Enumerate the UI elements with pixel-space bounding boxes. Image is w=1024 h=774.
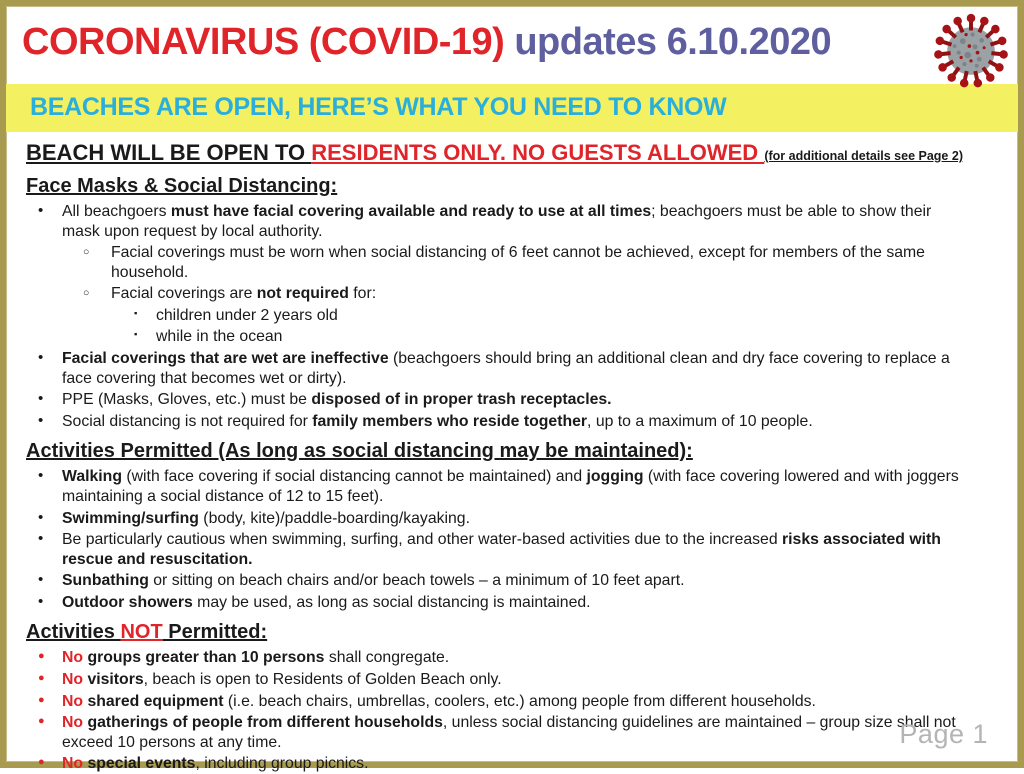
list-item-text [62, 350, 950, 387]
list-item-text [62, 391, 612, 408]
text-segment: , beach is open to Residents of Golden Beach only. [143, 670, 502, 688]
list-item [26, 593, 996, 613]
text-segment: , including group picnics. [195, 755, 369, 773]
list-item-text [156, 328, 282, 345]
red-bullet-icon: ● [38, 715, 45, 728]
red-bullet-icon: ● [38, 693, 45, 706]
text-segment: (body, kite)/paddle-boarding/kayaking. [198, 509, 470, 527]
text-segment: NOT [120, 621, 163, 644]
list-item [26, 306, 996, 326]
text-segment: (with face covering lowered and with joggers maintaining a social distance of 12 to 15 feet). [62, 468, 959, 505]
disc-bullet-icon: • [38, 571, 44, 589]
list-item-text [62, 671, 502, 688]
text-segment: or sitting on beach chairs and/or beach towels – a minimum of 10 feet apart. [148, 572, 685, 590]
list-item-text [62, 649, 449, 666]
text-segment: Swimming/surfing [62, 509, 199, 527]
text-segment: may be used, as long as social distancing is maintained. [192, 593, 591, 611]
text-segment: RESIDENTS ONLY. NO GUESTS ALLOWED [311, 140, 765, 165]
disc-bullet-icon: • [38, 467, 44, 485]
section-activities-permitted [26, 440, 996, 612]
red-bullet-icon: ● [38, 671, 45, 684]
text-segment: Permitted: [162, 621, 268, 644]
red-bullet-icon: ● [38, 756, 45, 769]
list-item-text [62, 693, 816, 710]
circle-bullet-icon: ○ [83, 246, 90, 259]
list-item [26, 390, 996, 410]
banner-beaches-open: BEACHES ARE OPEN, HERE’S WHAT YOU NEED TO KNOW [6, 84, 1018, 132]
page-title [22, 22, 1002, 64]
text-segment: , up to a maximum of 10 people. [587, 412, 813, 430]
text-segment: All beachgoers [62, 203, 171, 220]
list-item [26, 327, 996, 347]
text-segment: Face Masks & Social Distancing: [26, 175, 338, 197]
square-bullet-icon: ▪ [134, 329, 138, 341]
list-item [26, 284, 996, 304]
list-item [26, 571, 996, 591]
text-segment: not required [256, 285, 349, 303]
list-item-text [62, 531, 941, 568]
text-segment: No [62, 692, 84, 710]
text-segment: (i.e. beach chairs, umbrellas, coolers, etc.) among people from different households. [223, 692, 816, 710]
disc-bullet-icon: • [38, 592, 44, 610]
list-item-text [62, 510, 470, 527]
text-segment: visitors [83, 670, 144, 688]
text-segment: No [62, 670, 84, 688]
list-item-text [62, 203, 931, 240]
text-segment: (for additional details see Page 2) [764, 149, 963, 163]
list-item [26, 243, 996, 282]
list-item [26, 412, 996, 432]
text-segment: for: [348, 285, 377, 303]
text-segment: No [62, 755, 84, 773]
text-segment: Be particularly cautious when swimming, surfing, and other water-based activities due to the increased [62, 531, 783, 549]
text-segment: gatherings of people from different households [83, 714, 443, 732]
disc-bullet-icon: • [38, 530, 44, 548]
text-segment: disposed of in proper trash receptacles. [311, 391, 612, 409]
list-item [26, 713, 996, 752]
text-segment: groups greater than 10 persons [83, 649, 325, 667]
section-heading [26, 175, 996, 198]
disc-bullet-icon: • [38, 411, 44, 429]
red-bullet-icon: ● [38, 650, 45, 663]
list-item [26, 530, 996, 569]
text-segment: Social distancing is not required for [62, 412, 313, 430]
list-item [26, 754, 996, 774]
text-segment: (beachgoers should bring an additional clean and dry face covering to replace a face covering that becomes wet or dirty). [62, 350, 950, 387]
section-activities-not-permitted [26, 621, 996, 773]
disc-bullet-icon: • [38, 202, 44, 219]
text-segment: must have facial covering available and ready to use at all times [170, 203, 652, 220]
list-item-text [62, 714, 956, 751]
text-segment: Facial coverings must be worn when social distancing of 6 feet cannot be achieved, except for members of the same household. [111, 244, 925, 281]
text-segment: Activities [26, 621, 121, 644]
header [6, 6, 1018, 78]
text-segment: Sunbathing [62, 572, 149, 590]
list-item [26, 648, 996, 668]
text-segment: while in the ocean [156, 328, 283, 346]
list-item [26, 467, 996, 506]
content [6, 132, 1018, 774]
disc-bullet-icon: • [38, 349, 44, 367]
list-item [26, 670, 996, 690]
text-segment: Outdoor showers [62, 593, 193, 611]
text-segment: , unless social distancing guidelines are maintained – group size shall not exceed 10 persons at any time. [62, 714, 956, 751]
list-item-text [62, 413, 813, 430]
section-heading [26, 440, 996, 463]
title-updates-date: updates 6.10.2020 [514, 21, 832, 63]
section-face-masks-social-distancing [26, 175, 996, 431]
section-heading [26, 621, 996, 644]
notice-line [26, 140, 996, 166]
text-segment: risks associated with rescue and resuscitation. [62, 531, 941, 568]
list-item-text [62, 468, 959, 505]
list-item-text [62, 594, 591, 611]
text-segment: Facial coverings are [111, 285, 257, 303]
coronavirus-icon [930, 10, 1012, 92]
text-segment: Facial coverings that are wet are ineffective [62, 350, 389, 368]
title-covid: CORONAVIRUS (COVID-19) [22, 21, 505, 63]
text-segment: (with face covering if social distancing cannot be maintained) and [121, 468, 587, 486]
list-item-text [156, 307, 338, 324]
square-bullet-icon: ▪ [134, 307, 138, 319]
list-item-text [111, 244, 925, 281]
content-sections [26, 175, 996, 774]
disc-bullet-icon: • [38, 508, 44, 526]
list-item-text [62, 572, 685, 589]
page-number: Page 1 [899, 719, 988, 749]
list-item [26, 202, 996, 241]
text-segment: family members who reside together [312, 412, 588, 430]
list-item-text [62, 755, 368, 772]
text-segment: shared equipment [83, 692, 224, 710]
text-segment: special events [83, 755, 196, 773]
text-segment: ; beachgoers must be able to show their mask upon request by local authority. [62, 203, 932, 240]
text-segment: shall congregate. [324, 649, 450, 667]
text-segment: Walking [62, 468, 122, 486]
text-segment: BEACH WILL BE OPEN TO [26, 140, 312, 165]
text-segment: No [62, 714, 84, 732]
list-item [26, 509, 996, 529]
text-segment: Activities Permitted (As long as social distancing may be maintained): [26, 440, 693, 463]
list-item [26, 349, 996, 388]
disc-bullet-icon: • [38, 390, 44, 408]
text-segment: PPE (Masks, Gloves, etc.) must be [62, 391, 312, 409]
circle-bullet-icon: ○ [83, 287, 90, 300]
list-item [26, 692, 996, 712]
list-item-text [111, 285, 376, 302]
text-segment: children under 2 years old [156, 306, 338, 324]
text-segment: No [62, 649, 84, 667]
text-segment: jogging [586, 468, 644, 486]
